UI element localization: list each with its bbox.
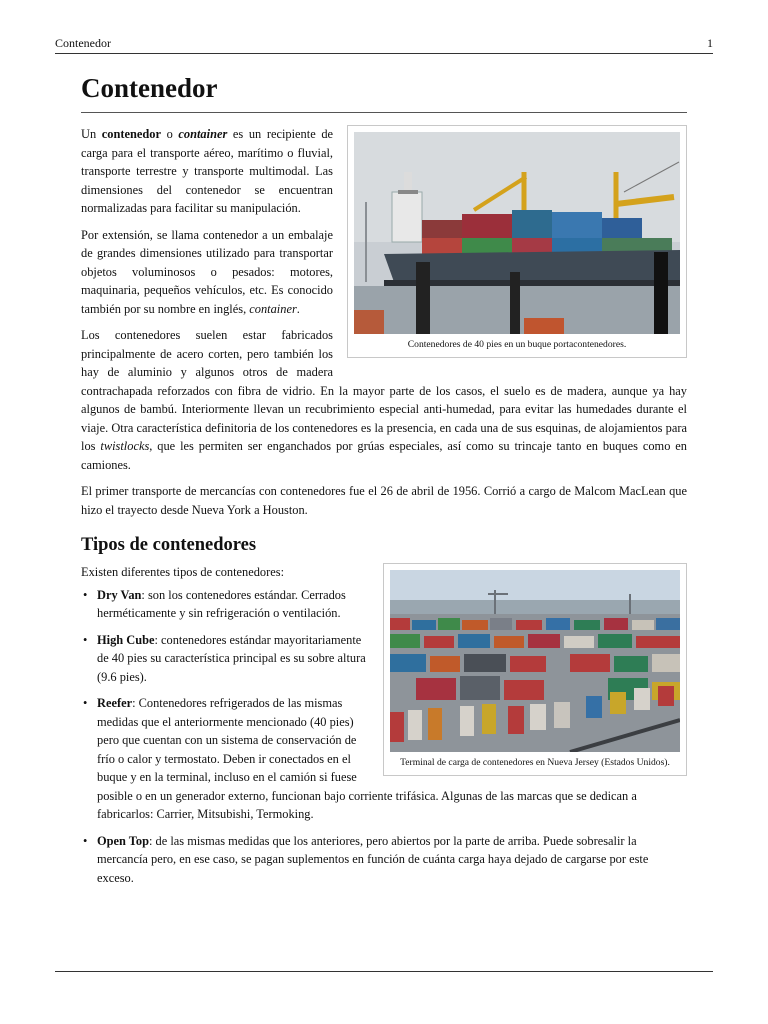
list-item-open-top [97,832,687,888]
list-item-high-cube [97,631,687,687]
italic-term: container [249,301,297,316]
text-run: , que les permiten ser enganchados por grúas especiales, así como su trincaje tanto en buques como en camiones. [81,439,687,472]
text-run: . [296,301,300,316]
text-run: es un recipiente de carga para el transporte aéreo, marítimo o fluvial, transporte terrestre y transporte multimodal. Las dimensiones del contenedor se encuentran normalizadas para facilitar su manipulación. [81,127,334,215]
figure-container-ship [347,125,687,358]
page-title: Contenedor [81,72,687,113]
section-intro: Existen diferentes tipos de contenedores: [81,565,285,579]
section-heading-tipos: Tipos de contenedores [81,535,257,555]
list-item-desc: : de las mismas medidas que los anteriores, pero abiertos por la parte de arriba. Puede sobresalir la mercancía pero, en ese caso, se pagan suplementos en función de cuánta carga haya dejado de cargarse por este exceso. [97,833,649,885]
figure1-caption: Contenedores de 40 pies en un buque portacontenedores. [407,339,627,350]
list-item-dry-van [97,586,687,623]
article-body [81,72,687,895]
running-header [55,36,713,54]
text-run: Un [81,127,102,141]
page-number: 1 [707,36,713,50]
list-item-term: Dry Van [97,587,142,602]
text-run: o [160,127,179,141]
list-item-term: High Cube [97,632,155,647]
container-ship-image [354,132,680,334]
intro-paragraph-4: El primer transporte de mercancías con contenedores fue el 26 de abril de 1956. Corrió a cargo de Malcom MacLean que hizo el trayecto desde Nueva York a Houston. [81,484,687,517]
list-item-desc: : Contenedores refrigerados de las mismas medidas que el anteriormente mencionado (40 pies) pero que cuentan con un sistema de conservación de frío o calor y termostato. Deben ir conectados en el buque y en la terminal, incluso en el camión si fuese posible o en un generador externo, funcionan bajo corriente trifásica. Algunas de las marcas que se dedican a fabricarlos: Carrier, Mitsubishi, Termoking. [97,696,637,821]
list-item-term: Reefer [97,696,133,710]
list-item-term: Open Top [97,833,150,848]
list-item-desc: : contenedores estándar mayoritariamente de 40 pies su característica principal es su sobre altura (9.6 pies). [97,632,366,684]
footer-rule [55,971,713,972]
text-run: Por extensión, se llama contenedor a un embalaje de grandes dimensiones utilizado para transportar objetos voluminosos o pesados: motores, maquinaria, pequeños vehículos, etc. Es conocido también por su nombre en inglés, [81,227,333,316]
running-header-title: Contenedor [55,36,111,50]
list-item-desc: : son los contenedores estándar. Cerrados herméticamente y sin refrigeración o ventilación. [97,587,346,620]
bold-term: contenedor [101,127,161,141]
bold-italic-term: container [178,127,228,141]
text-run: Los contenedores suelen estar fabricados principalmente de acero corten, pero también los hay de aluminio y algunos otros de madera contrachapada reforzados con fibra de vidrio. En la mayor parte de los casos, el suelo es de madera, aunque ya hay algunos de bambú. Interiormente llevan un recubrimiento especial anti-humedad, para evitar las humedades durante el viaje. Otra característica definitoria de los contenedores es la presencia, en cada una de sus esquinas, de alojamientos para los [81,328,687,453]
container-types-list [81,586,687,888]
italic-term: twistlocks [100,439,150,453]
figure2-caption: Terminal de carga de contenedores en Nueva Jersey (Estados Unidos). [400,757,670,768]
list-item-reefer [97,694,687,824]
